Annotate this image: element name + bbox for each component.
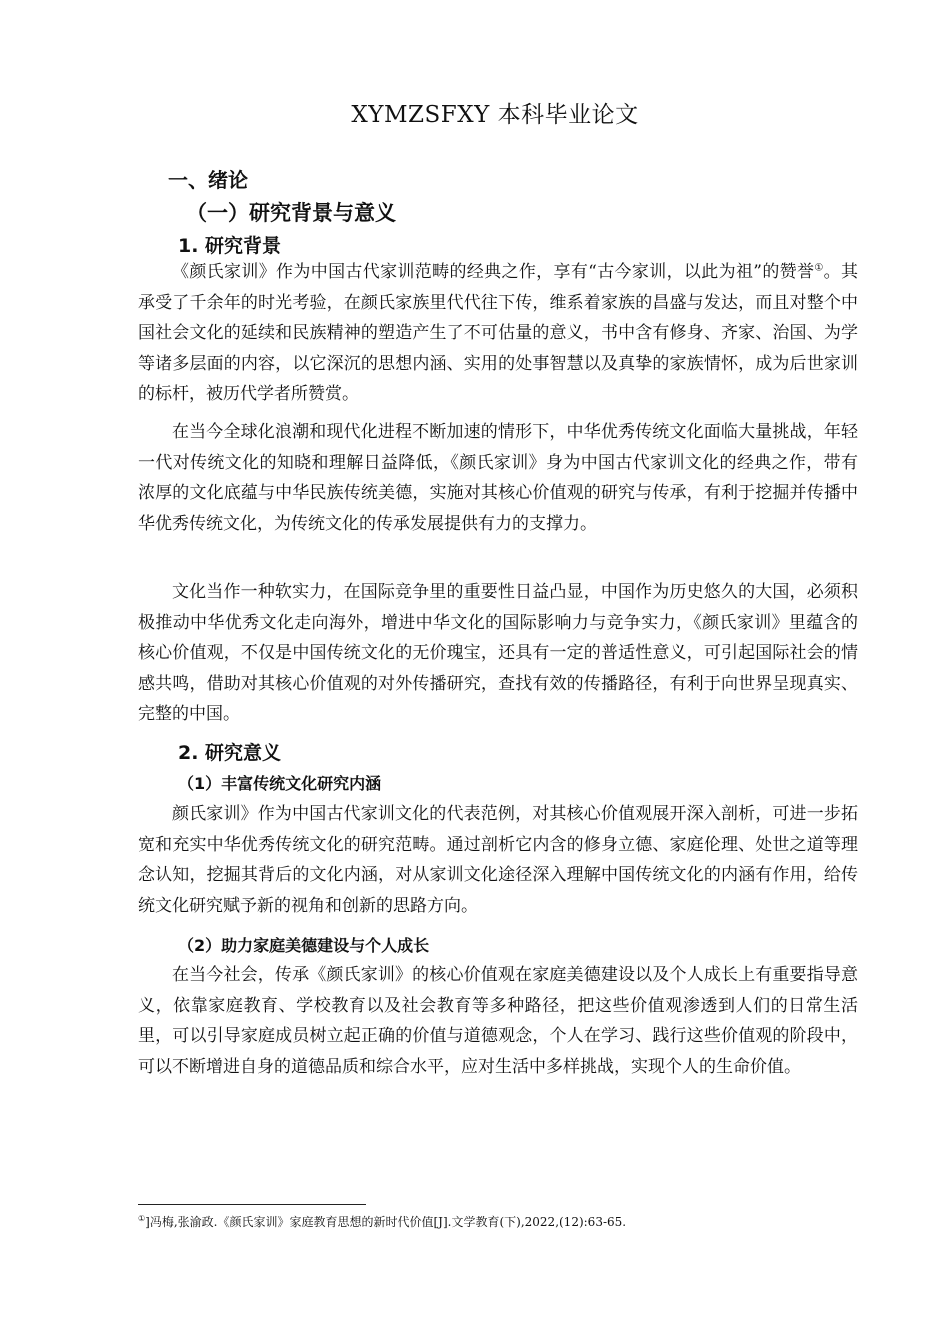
paragraph-background-3: 文化当作一种软实力，在国际竞争里的重要性日益凸显，中国作为历史悠久的大国，必须积极推动中华优秀文化走向海外，增进中华文化的国际影响力与竞争实力，《颜氏家训》里蕴含的核心价值观，不仅是中国传统文化的无价瑰宝，还具有一定的普适性意义，可引起国际社会的情感共鸣，借助对其核心价值观的对外传播研究，查找有效的传播路径，有利于向世界呈现真实、完整的中国。 — [138, 582, 858, 724]
paragraph-text-continued: 。其承受了千余年的时光考验，在颜氏家族里代代往下传，维系着家族的昌盛与发达，而且对整个中国社会文化的延续和民族精神的塑造产生了不可估量的意义，书中含有修身、齐家、治国、为学等诸多层面的内容，以它深沉的思想内涵、实用的处事智慧以及真挚的家族情怀，成为后世家训的标杆，被历代学者所赞赏。 — [138, 262, 858, 404]
footnote-reference[interactable]: ① — [814, 262, 824, 274]
subsection-heading-significance: 2. 研究意义 — [178, 742, 282, 764]
footnote-divider — [138, 1204, 366, 1205]
paragraph-background-2: 在当今全球化浪潮和现代化进程不断加速的情形下，中华优秀传统文化面临大量挑战，年轻一代对传统文化的知晓和理解日益降低，《颜氏家训》身为中国古代家训文化的经典之作，带有浓厚的文化底蕴与中华民族传统美德，实施对其核心价值观的研究与传承，有利于挖掘并传播中华优秀传统文化，为传统文化的传承发展提供有力的支撑力。 — [138, 422, 858, 534]
point-heading-1: （1）丰富传统文化研究内涵 — [178, 774, 382, 793]
subsection-heading-background: 1. 研究背景 — [178, 235, 282, 257]
paragraph-significance-2: 在当今社会，传承《颜氏家训》的核心价值观在家庭美德建设以及个人成长上有重要指导意义，依靠家庭教育、学校教育以及社会教育等多种路径，把这些价值观渗透到人们的日常生活里，可以引导家庭成员树立起正确的价值与道德观念，个人在学习、践行这些价值观的阶段中，可以不断增进自身的道德品质和综合水平，应对生活中多样挑战，实现个人的生命价值。 — [138, 965, 858, 1077]
paragraph-background-1 — [138, 257, 858, 410]
header-title: XYMZSFXY 本科毕业论文 — [351, 102, 639, 128]
footnote-marker: ① — [138, 1214, 146, 1223]
paragraph-significance-1: 颜氏家训》作为中国古代家训文化的代表范例，对其核心价值观展开深入剖析，可进一步拓宽和充实中华优秀传统文化的研究范畴。通过剖析它内含的修身立德、家庭伦理、处世之道等理念认知，挖掘其背后的文化内涵，对从家训文化途径深入理解中国传统文化的内涵有作用，给传统文化研究赋予新的视角和创新的思路方向。 — [138, 804, 858, 916]
footnote-text: ]冯梅,张渝政.《颜氏家训》家庭教育思想的新时代价值[J].文学教育(下),2022,(12):63-65. — [145, 1215, 627, 1229]
paragraph-text: 《颜氏家训》作为中国古代家训范畴的经典之作，享有“古今家训，以此为祖”的赞誉 — [172, 262, 815, 282]
section-heading: （一）研究背景与意义 — [186, 201, 396, 225]
point-heading-2: （2）助力家庭美德建设与个人成长 — [178, 936, 430, 955]
footnote — [138, 1213, 626, 1230]
chapter-heading: 一、绪论 — [168, 168, 248, 192]
